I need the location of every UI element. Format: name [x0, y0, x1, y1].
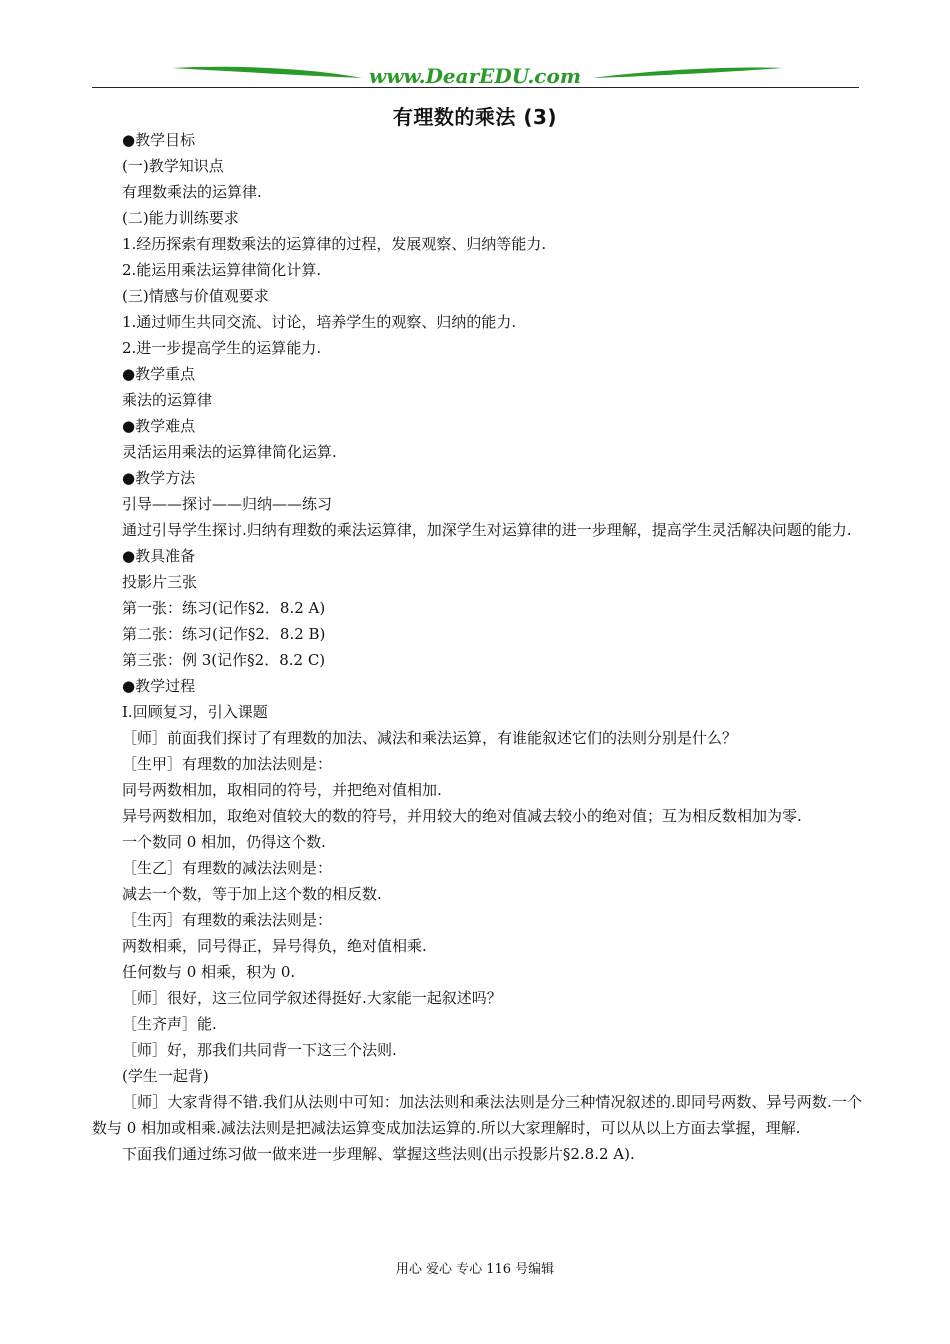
text-line: 两数相乘，同号得正，异号得负，绝对值相乘. [122, 937, 427, 955]
section-heading: ●教学重点 [122, 365, 196, 383]
text-line: 同号两数相加，取相同的符号，并把绝对值相加. [122, 781, 442, 799]
section-heading: ●教具准备 [122, 547, 196, 565]
text-line: 一个数同 0 相加，仍得这个数. [122, 833, 326, 851]
dialogue-line: ［生齐声］能. [122, 1015, 217, 1033]
dialogue-line: ［师］好，那我们共同背一下这三个法则. [122, 1041, 397, 1059]
section-heading: ●教学过程 [122, 677, 196, 695]
text-line: 任何数与 0 相乘，积为 0. [122, 963, 296, 981]
text-line: 异号两数相加，取绝对值较大的数的符号，并用较大的绝对值减去较小的绝对值；互为相反数相加为零. [122, 807, 802, 825]
dialogue-line: ［生乙］有理数的减法法则是： [122, 859, 333, 877]
header-rule [92, 87, 859, 88]
dialogue-line: ［生丙］有理数的乘法法则是： [122, 911, 333, 929]
site-header [92, 58, 859, 92]
right-swoosh-icon [592, 67, 782, 78]
text-line: 第三张：例 3(记作§2．8.2 C) [122, 651, 326, 669]
logo-banner [92, 58, 859, 88]
text-line: 投影片三张 [122, 573, 198, 591]
paragraph: 下面我们通过练习做一做来进一步理解、掌握这些法则(出示投影片§2.8.2 A). [122, 1145, 635, 1163]
section-heading: ●教学方法 [122, 469, 196, 487]
section-heading: ●教学难点 [122, 417, 196, 435]
section-heading: ●教学目标 [122, 131, 196, 149]
text-line: 1.经历探索有理数乘法的运算律的过程，发展观察、归纳等能力. [122, 235, 547, 253]
dialogue-line: ［师］很好，这三位同学叙述得挺好.大家能一起叙述吗？ [122, 989, 502, 1007]
text-line: 乘法的运算律 [122, 391, 213, 409]
text-line: (学生一起背) [122, 1067, 209, 1085]
text-line: 第一张：练习(记作§2．8.2 A) [122, 599, 326, 617]
text-line: 引导——探讨——归纳——练习 [122, 495, 333, 513]
text-line: 减去一个数，等于加上这个数的相反数. [122, 885, 382, 903]
logo-text: www.DearEDU.com [368, 64, 582, 88]
text-line: 第二张：练习(记作§2．8.2 B) [122, 625, 326, 643]
text-line: 灵活运用乘法的运算律简化运算. [122, 443, 337, 461]
text-line: Ⅰ.回顾复习，引入课题 [122, 703, 268, 721]
text-line: 2.能运用乘法运算律简化计算. [122, 261, 322, 279]
subsection-heading: (二)能力训练要求 [122, 209, 239, 227]
subsection-heading: (一)教学知识点 [122, 157, 224, 175]
text-line: 1.通过师生共同交流、讨论，培养学生的观察、归纳的能力. [122, 313, 517, 331]
text-line: 有理数乘法的运算律. [122, 183, 262, 201]
text-line: 2.进一步提高学生的运算能力. [122, 339, 322, 357]
paragraph: 通过引导学生探讨.归纳有理数的乘法运算律，加深学生对运算律的进一步理解，提高学生灵活解决问题的能力. [122, 521, 852, 539]
subsection-heading: (三)情感与价值观要求 [122, 287, 269, 305]
paragraph: ［师］大家背得不错.我们从法则中可知：加法法则和乘法法则是分三种情况叙述的.即同号两数、异号两数.一个数与 0 相加或相乘.减法法则是把减法运算变成加法运算的.所以大家理解时，可以从以上方面去掌握，理解. [92, 1093, 862, 1137]
document-body [92, 127, 862, 1167]
dialogue-line: ［师］前面我们探讨了有理数的加法、减法和乘法运算，有谁能叙述它们的法则分别是什么？ [122, 729, 738, 747]
page-footer: 用心 爱心 专心 116 号编辑 [395, 1262, 555, 1277]
left-swoosh-icon [172, 67, 362, 78]
dialogue-line: ［生甲］有理数的加法法则是： [122, 755, 333, 773]
document-title: 有理数的乘法 (3) [392, 105, 558, 129]
